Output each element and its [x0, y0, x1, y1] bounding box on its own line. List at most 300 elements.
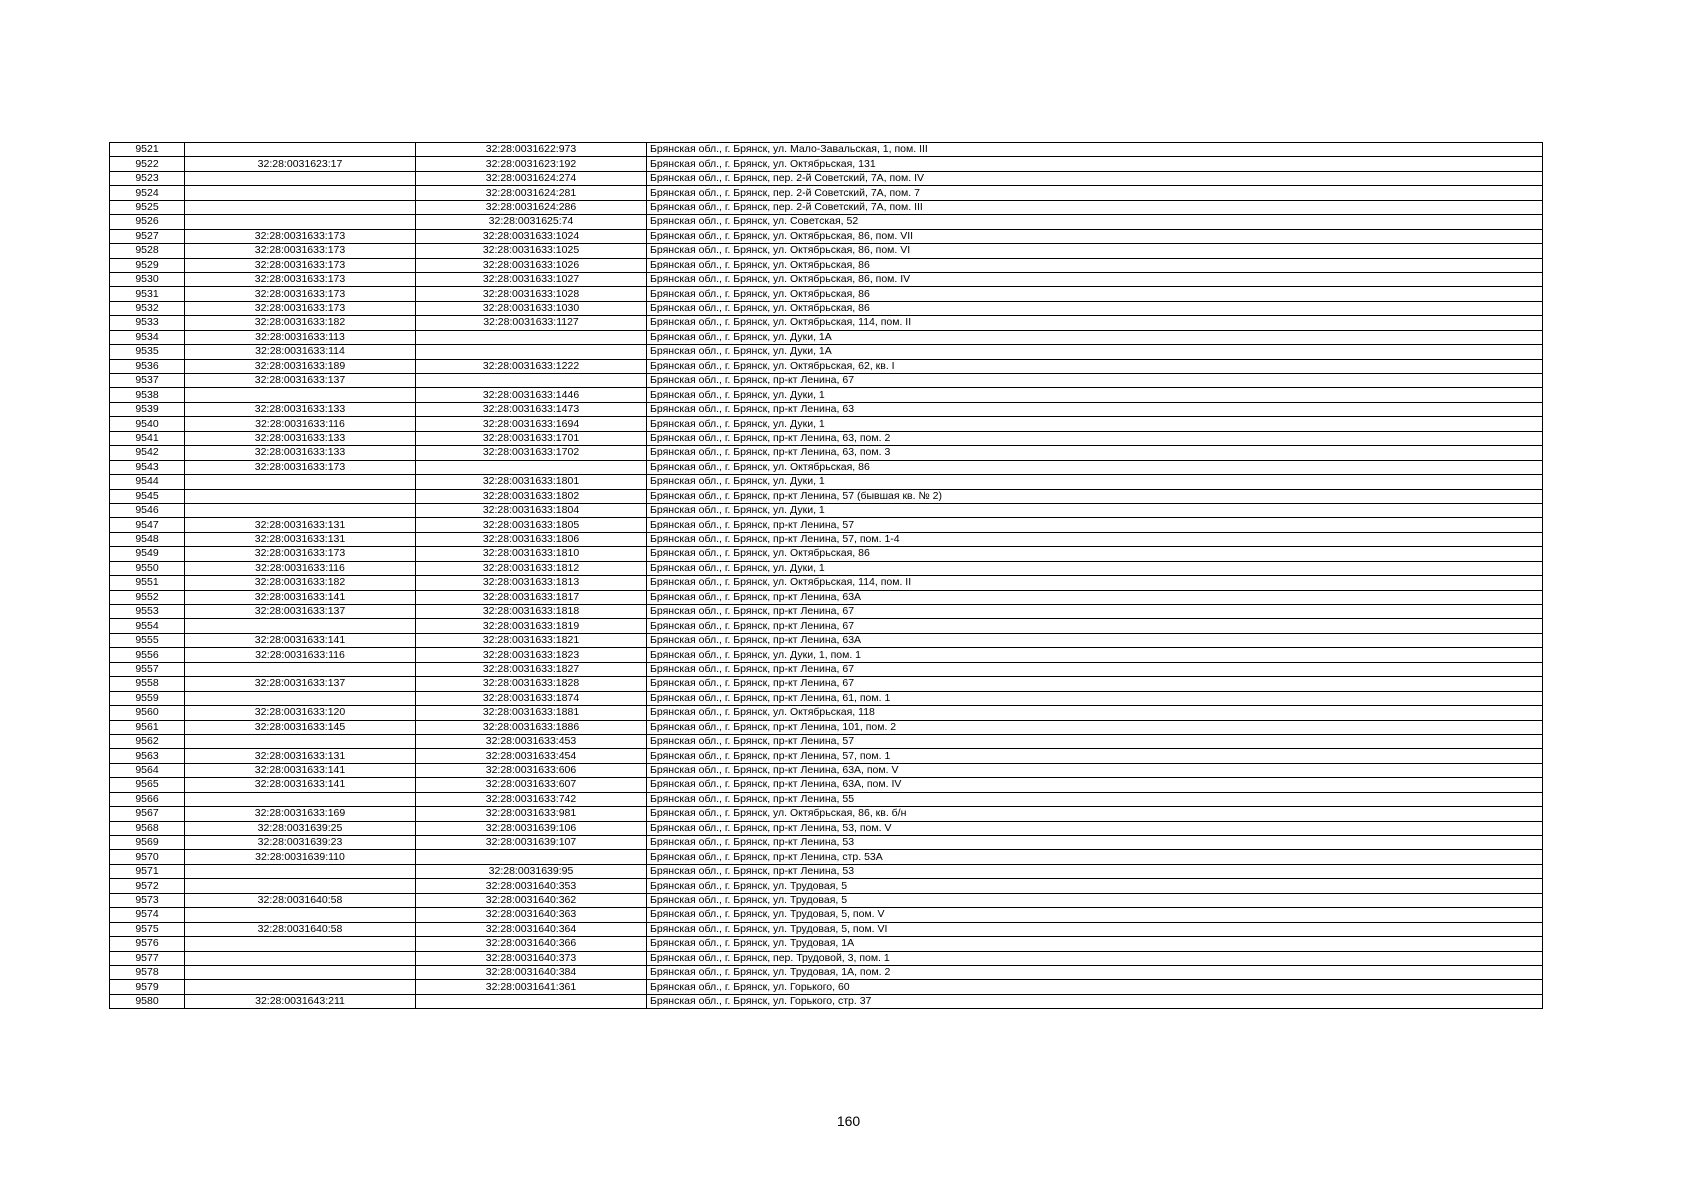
- parent-cadastral-number-cell: 32:28:0031633:189: [185, 359, 416, 373]
- parent-cadastral-number-cell: 32:28:0031633:113: [185, 330, 416, 344]
- address-cell: Брянская обл., г. Брянск, пр-кт Ленина, 63: [647, 402, 1543, 416]
- address-cell: Брянская обл., г. Брянск, пр-кт Ленина, 63, пом. 2: [647, 431, 1543, 445]
- row-number-cell: 9579: [110, 980, 185, 994]
- cadastral-number-cell: 32:28:0031640:364: [416, 922, 647, 936]
- cadastral-number-cell: 32:28:0031633:1024: [416, 229, 647, 243]
- address-cell: Брянская обл., г. Брянск, ул. Октябрьская, 86: [647, 547, 1543, 561]
- registry-table: [109, 142, 1543, 1009]
- table-row: [110, 662, 1543, 676]
- address-cell: Брянская обл., г. Брянск, ул. Дуки, 1, пом. 1: [647, 648, 1543, 662]
- cadastral-number-cell: 32:28:0031633:1881: [416, 706, 647, 720]
- address-cell: Брянская обл., г. Брянск, ул. Октябрьская, 62, кв. I: [647, 359, 1543, 373]
- row-number-cell: 9541: [110, 431, 185, 445]
- table-row: [110, 821, 1543, 835]
- row-number-cell: 9571: [110, 864, 185, 878]
- table-row: [110, 706, 1543, 720]
- cadastral-number-cell: 32:28:0031633:1026: [416, 258, 647, 272]
- parent-cadastral-number-cell: [185, 965, 416, 979]
- row-number-cell: 9549: [110, 547, 185, 561]
- table-row: [110, 460, 1543, 474]
- parent-cadastral-number-cell: [185, 908, 416, 922]
- parent-cadastral-number-cell: [185, 475, 416, 489]
- cadastral-number-cell: 32:28:0031633:1028: [416, 287, 647, 301]
- cadastral-number-cell: 32:28:0031633:606: [416, 763, 647, 777]
- row-number-cell: 9560: [110, 706, 185, 720]
- cadastral-number-cell: 32:28:0031625:74: [416, 215, 647, 229]
- table-row: [110, 359, 1543, 373]
- parent-cadastral-number-cell: 32:28:0031633:173: [185, 272, 416, 286]
- cadastral-number-cell: 32:28:0031633:742: [416, 792, 647, 806]
- parent-cadastral-number-cell: 32:28:0031633:131: [185, 518, 416, 532]
- table-row: [110, 157, 1543, 171]
- parent-cadastral-number-cell: 32:28:0031633:116: [185, 417, 416, 431]
- table-row: [110, 143, 1543, 157]
- table-row: [110, 272, 1543, 286]
- cadastral-number-cell: 32:28:0031633:1818: [416, 605, 647, 619]
- parent-cadastral-number-cell: [185, 937, 416, 951]
- parent-cadastral-number-cell: [185, 980, 416, 994]
- table-row: [110, 893, 1543, 907]
- row-number-cell: 9565: [110, 778, 185, 792]
- address-cell: Брянская обл., г. Брянск, ул. Октябрьская, 86: [647, 460, 1543, 474]
- parent-cadastral-number-cell: 32:28:0031633:137: [185, 374, 416, 388]
- row-number-cell: 9572: [110, 879, 185, 893]
- row-number-cell: 9535: [110, 345, 185, 359]
- address-cell: Брянская обл., г. Брянск, пер. 2-й Советский, 7А, пом. IV: [647, 171, 1543, 185]
- row-number-cell: 9551: [110, 576, 185, 590]
- row-number-cell: 9550: [110, 561, 185, 575]
- row-number-cell: 9559: [110, 691, 185, 705]
- table-row: [110, 532, 1543, 546]
- parent-cadastral-number-cell: 32:28:0031643:211: [185, 994, 416, 1008]
- cadastral-number-cell: 32:28:0031633:1801: [416, 475, 647, 489]
- parent-cadastral-number-cell: 32:28:0031639:25: [185, 821, 416, 835]
- row-number-cell: 9567: [110, 807, 185, 821]
- parent-cadastral-number-cell: [185, 734, 416, 748]
- table-row: [110, 763, 1543, 777]
- cadastral-number-cell: [416, 460, 647, 474]
- table-row: [110, 547, 1543, 561]
- row-number-cell: 9525: [110, 200, 185, 214]
- row-number-cell: 9575: [110, 922, 185, 936]
- cadastral-number-cell: 32:28:0031633:1473: [416, 402, 647, 416]
- address-cell: Брянская обл., г. Брянск, пр-кт Ленина, 67: [647, 619, 1543, 633]
- address-cell: Брянская обл., г. Брянск, ул. Трудовая, 5: [647, 879, 1543, 893]
- row-number-cell: 9556: [110, 648, 185, 662]
- row-number-cell: 9527: [110, 229, 185, 243]
- row-number-cell: 9566: [110, 792, 185, 806]
- table-row: [110, 576, 1543, 590]
- cadastral-number-cell: 32:28:0031633:1127: [416, 316, 647, 330]
- cadastral-number-cell: 32:28:0031633:1694: [416, 417, 647, 431]
- parent-cadastral-number-cell: 32:28:0031633:116: [185, 561, 416, 575]
- address-cell: Брянская обл., г. Брянск, пер. Трудовой, 3, пом. 1: [647, 951, 1543, 965]
- parent-cadastral-number-cell: [185, 619, 416, 633]
- cadastral-number-cell: 32:28:0031633:607: [416, 778, 647, 792]
- table-row: [110, 186, 1543, 200]
- address-cell: Брянская обл., г. Брянск, пр-кт Ленина, 67: [647, 677, 1543, 691]
- address-cell: Брянская обл., г. Брянск, пр-кт Ленина, 61, пом. 1: [647, 691, 1543, 705]
- parent-cadastral-number-cell: [185, 171, 416, 185]
- cadastral-number-cell: 32:28:0031633:1874: [416, 691, 647, 705]
- cadastral-number-cell: 32:28:0031624:281: [416, 186, 647, 200]
- row-number-cell: 9538: [110, 388, 185, 402]
- parent-cadastral-number-cell: 32:28:0031633:137: [185, 677, 416, 691]
- address-cell: Брянская обл., г. Брянск, пр-кт Ленина, 101, пом. 2: [647, 720, 1543, 734]
- row-number-cell: 9547: [110, 518, 185, 532]
- parent-cadastral-number-cell: [185, 864, 416, 878]
- address-cell: Брянская обл., г. Брянск, пр-кт Ленина, 53: [647, 864, 1543, 878]
- table-row: [110, 417, 1543, 431]
- table-row: [110, 619, 1543, 633]
- address-cell: Брянская обл., г. Брянск, пр-кт Ленина, 57: [647, 518, 1543, 532]
- parent-cadastral-number-cell: [185, 879, 416, 893]
- address-cell: Брянская обл., г. Брянск, пр-кт Ленина, 63А: [647, 633, 1543, 647]
- parent-cadastral-number-cell: [185, 143, 416, 157]
- address-cell: Брянская обл., г. Брянск, ул. Дуки, 1: [647, 417, 1543, 431]
- table-row: [110, 807, 1543, 821]
- cadastral-number-cell: 32:28:0031633:1817: [416, 590, 647, 604]
- table-row: [110, 330, 1543, 344]
- table-row: [110, 648, 1543, 662]
- address-cell: Брянская обл., г. Брянск, пр-кт Ленина, 57 (бывшая кв. № 2): [647, 489, 1543, 503]
- cadastral-number-cell: 32:28:0031633:454: [416, 749, 647, 763]
- table-row: [110, 258, 1543, 272]
- parent-cadastral-number-cell: 32:28:0031633:137: [185, 605, 416, 619]
- row-number-cell: 9539: [110, 402, 185, 416]
- table-row: [110, 287, 1543, 301]
- address-cell: Брянская обл., г. Брянск, ул. Дуки, 1А: [647, 330, 1543, 344]
- parent-cadastral-number-cell: 32:28:0031633:131: [185, 749, 416, 763]
- address-cell: Брянская обл., г. Брянск, ул. Дуки, 1: [647, 561, 1543, 575]
- table-row: [110, 850, 1543, 864]
- cadastral-number-cell: 32:28:0031633:1025: [416, 244, 647, 258]
- row-number-cell: 9580: [110, 994, 185, 1008]
- table-row: [110, 605, 1543, 619]
- row-number-cell: 9537: [110, 374, 185, 388]
- cadastral-number-cell: 32:28:0031633:1828: [416, 677, 647, 691]
- address-cell: Брянская обл., г. Брянск, пр-кт Ленина, 67: [647, 662, 1543, 676]
- row-number-cell: 9532: [110, 301, 185, 315]
- address-cell: Брянская обл., г. Брянск, пр-кт Ленина, 63А, пом. IV: [647, 778, 1543, 792]
- registry-table-body: [110, 143, 1543, 1009]
- table-row: [110, 316, 1543, 330]
- address-cell: Брянская обл., г. Брянск, ул. Дуки, 1: [647, 475, 1543, 489]
- address-cell: Брянская обл., г. Брянск, ул. Дуки, 1: [647, 388, 1543, 402]
- table-row: [110, 475, 1543, 489]
- row-number-cell: 9568: [110, 821, 185, 835]
- table-row: [110, 951, 1543, 965]
- parent-cadastral-number-cell: 32:28:0031633:173: [185, 244, 416, 258]
- row-number-cell: 9540: [110, 417, 185, 431]
- table-row: [110, 345, 1543, 359]
- table-row: [110, 734, 1543, 748]
- address-cell: Брянская обл., г. Брянск, ул. Трудовая, 5: [647, 893, 1543, 907]
- cadastral-number-cell: 32:28:0031633:1812: [416, 561, 647, 575]
- cadastral-number-cell: [416, 374, 647, 388]
- address-cell: Брянская обл., г. Брянск, пр-кт Ленина, 67: [647, 605, 1543, 619]
- table-row: [110, 994, 1543, 1008]
- table-row: [110, 229, 1543, 243]
- address-cell: Брянская обл., г. Брянск, ул. Советская, 52: [647, 215, 1543, 229]
- cadastral-number-cell: [416, 330, 647, 344]
- cadastral-number-cell: 32:28:0031633:1222: [416, 359, 647, 373]
- cadastral-number-cell: 32:28:0031639:107: [416, 836, 647, 850]
- table-row: [110, 792, 1543, 806]
- row-number-cell: 9564: [110, 763, 185, 777]
- cadastral-number-cell: [416, 994, 647, 1008]
- address-cell: Брянская обл., г. Брянск, ул. Трудовая, 5, пом. VI: [647, 922, 1543, 936]
- cadastral-number-cell: 32:28:0031633:1027: [416, 272, 647, 286]
- parent-cadastral-number-cell: 32:28:0031623:17: [185, 157, 416, 171]
- parent-cadastral-number-cell: 32:28:0031633:116: [185, 648, 416, 662]
- parent-cadastral-number-cell: 32:28:0031639:23: [185, 836, 416, 850]
- cadastral-number-cell: 32:28:0031633:1805: [416, 518, 647, 532]
- cadastral-number-cell: 32:28:0031633:1030: [416, 301, 647, 315]
- table-row: [110, 864, 1543, 878]
- cadastral-number-cell: 32:28:0031641:361: [416, 980, 647, 994]
- address-cell: Брянская обл., г. Брянск, пр-кт Ленина, стр. 53А: [647, 850, 1543, 864]
- parent-cadastral-number-cell: [185, 200, 416, 214]
- row-number-cell: 9546: [110, 503, 185, 517]
- row-number-cell: 9554: [110, 619, 185, 633]
- cadastral-number-cell: 32:28:0031633:1821: [416, 633, 647, 647]
- table-row: [110, 778, 1543, 792]
- row-number-cell: 9563: [110, 749, 185, 763]
- table-row: [110, 965, 1543, 979]
- parent-cadastral-number-cell: [185, 489, 416, 503]
- table-row: [110, 922, 1543, 936]
- address-cell: Брянская обл., г. Брянск, пр-кт Ленина, 63А, пом. V: [647, 763, 1543, 777]
- parent-cadastral-number-cell: 32:28:0031633:182: [185, 576, 416, 590]
- row-number-cell: 9526: [110, 215, 185, 229]
- table-row: [110, 836, 1543, 850]
- row-number-cell: 9522: [110, 157, 185, 171]
- address-cell: Брянская обл., г. Брянск, пр-кт Ленина, 57, пом. 1: [647, 749, 1543, 763]
- cadastral-number-cell: 32:28:0031622:973: [416, 143, 647, 157]
- parent-cadastral-number-cell: 32:28:0031640:58: [185, 893, 416, 907]
- address-cell: Брянская обл., г. Брянск, ул. Октябрьская, 114, пом. II: [647, 316, 1543, 330]
- cadastral-number-cell: 32:28:0031633:1701: [416, 431, 647, 445]
- parent-cadastral-number-cell: 32:28:0031633:173: [185, 229, 416, 243]
- cadastral-number-cell: [416, 345, 647, 359]
- table-row: [110, 503, 1543, 517]
- row-number-cell: 9542: [110, 446, 185, 460]
- row-number-cell: 9536: [110, 359, 185, 373]
- cadastral-number-cell: 32:28:0031633:453: [416, 734, 647, 748]
- row-number-cell: 9576: [110, 937, 185, 951]
- table-row: [110, 518, 1543, 532]
- cadastral-number-cell: 32:28:0031640:373: [416, 951, 647, 965]
- address-cell: Брянская обл., г. Брянск, ул. Дуки, 1А: [647, 345, 1543, 359]
- table-row: [110, 489, 1543, 503]
- parent-cadastral-number-cell: 32:28:0031633:173: [185, 460, 416, 474]
- address-cell: Брянская обл., г. Брянск, ул. Октябрьская, 86: [647, 301, 1543, 315]
- table-row: [110, 446, 1543, 460]
- parent-cadastral-number-cell: [185, 503, 416, 517]
- cadastral-number-cell: 32:28:0031633:1886: [416, 720, 647, 734]
- address-cell: Брянская обл., г. Брянск, ул. Октябрьская, 86: [647, 287, 1543, 301]
- parent-cadastral-number-cell: 32:28:0031633:133: [185, 431, 416, 445]
- table-row: [110, 908, 1543, 922]
- row-number-cell: 9552: [110, 590, 185, 604]
- cadastral-number-cell: 32:28:0031639:106: [416, 821, 647, 835]
- parent-cadastral-number-cell: 32:28:0031633:141: [185, 590, 416, 604]
- row-number-cell: 9528: [110, 244, 185, 258]
- row-number-cell: 9569: [110, 836, 185, 850]
- address-cell: Брянская обл., г. Брянск, ул. Трудовая, 5, пом. V: [647, 908, 1543, 922]
- address-cell: Брянская обл., г. Брянск, ул. Октябрьская, 86, кв. б/н: [647, 807, 1543, 821]
- cadastral-number-cell: [416, 850, 647, 864]
- cadastral-number-cell: 32:28:0031640:362: [416, 893, 647, 907]
- table-row: [110, 171, 1543, 185]
- address-cell: Брянская обл., г. Брянск, ул. Октябрьская, 114, пом. II: [647, 576, 1543, 590]
- cadastral-number-cell: 32:28:0031640:353: [416, 879, 647, 893]
- parent-cadastral-number-cell: 32:28:0031633:173: [185, 287, 416, 301]
- parent-cadastral-number-cell: [185, 388, 416, 402]
- cadastral-number-cell: 32:28:0031633:1806: [416, 532, 647, 546]
- parent-cadastral-number-cell: 32:28:0031633:133: [185, 402, 416, 416]
- parent-cadastral-number-cell: [185, 215, 416, 229]
- parent-cadastral-number-cell: 32:28:0031640:58: [185, 922, 416, 936]
- address-cell: Брянская обл., г. Брянск, пр-кт Ленина, 53, пом. V: [647, 821, 1543, 835]
- row-number-cell: 9521: [110, 143, 185, 157]
- row-number-cell: 9529: [110, 258, 185, 272]
- row-number-cell: 9545: [110, 489, 185, 503]
- table-row: [110, 720, 1543, 734]
- row-number-cell: 9534: [110, 330, 185, 344]
- address-cell: Брянская обл., г. Брянск, ул. Октябрьская, 86, пом. VII: [647, 229, 1543, 243]
- row-number-cell: 9573: [110, 893, 185, 907]
- address-cell: Брянская обл., г. Брянск, ул. Октябрьская, 118: [647, 706, 1543, 720]
- table-row: [110, 561, 1543, 575]
- cadastral-number-cell: 32:28:0031624:274: [416, 171, 647, 185]
- cadastral-number-cell: 32:28:0031633:1827: [416, 662, 647, 676]
- table-row: [110, 980, 1543, 994]
- address-cell: Брянская обл., г. Брянск, пр-кт Ленина, 53: [647, 836, 1543, 850]
- page-number: 160: [836, 1113, 861, 1129]
- address-cell: Брянская обл., г. Брянск, ул. Трудовая, 1А: [647, 937, 1543, 951]
- parent-cadastral-number-cell: [185, 792, 416, 806]
- parent-cadastral-number-cell: 32:28:0031633:141: [185, 633, 416, 647]
- row-number-cell: 9570: [110, 850, 185, 864]
- row-number-cell: 9577: [110, 951, 185, 965]
- table-row: [110, 402, 1543, 416]
- address-cell: Брянская обл., г. Брянск, пер. 2-й Советский, 7А, пом. III: [647, 200, 1543, 214]
- parent-cadastral-number-cell: [185, 951, 416, 965]
- cadastral-number-cell: 32:28:0031640:363: [416, 908, 647, 922]
- parent-cadastral-number-cell: [185, 662, 416, 676]
- parent-cadastral-number-cell: 32:28:0031633:173: [185, 258, 416, 272]
- row-number-cell: 9531: [110, 287, 185, 301]
- parent-cadastral-number-cell: 32:28:0031633:173: [185, 301, 416, 315]
- parent-cadastral-number-cell: 32:28:0031633:133: [185, 446, 416, 460]
- parent-cadastral-number-cell: 32:28:0031633:182: [185, 316, 416, 330]
- table-row: [110, 388, 1543, 402]
- cadastral-number-cell: 32:28:0031633:1802: [416, 489, 647, 503]
- address-cell: Брянская обл., г. Брянск, пр-кт Ленина, 57, пом. 1-4: [647, 532, 1543, 546]
- row-number-cell: 9555: [110, 633, 185, 647]
- cadastral-number-cell: 32:28:0031633:1813: [416, 576, 647, 590]
- address-cell: Брянская обл., г. Брянск, ул. Горького, 60: [647, 980, 1543, 994]
- parent-cadastral-number-cell: 32:28:0031633:145: [185, 720, 416, 734]
- cadastral-number-cell: 32:28:0031633:1702: [416, 446, 647, 460]
- cadastral-number-cell: 32:28:0031624:286: [416, 200, 647, 214]
- row-number-cell: 9561: [110, 720, 185, 734]
- parent-cadastral-number-cell: 32:28:0031633:141: [185, 763, 416, 777]
- parent-cadastral-number-cell: 32:28:0031639:110: [185, 850, 416, 864]
- cadastral-number-cell: 32:28:0031633:1446: [416, 388, 647, 402]
- row-number-cell: 9557: [110, 662, 185, 676]
- cadastral-number-cell: 32:28:0031640:366: [416, 937, 647, 951]
- table-row: [110, 244, 1543, 258]
- row-number-cell: 9530: [110, 272, 185, 286]
- row-number-cell: 9533: [110, 316, 185, 330]
- parent-cadastral-number-cell: 32:28:0031633:120: [185, 706, 416, 720]
- cadastral-number-cell: 32:28:0031623:192: [416, 157, 647, 171]
- address-cell: Брянская обл., г. Брянск, пр-кт Ленина, 67: [647, 374, 1543, 388]
- parent-cadastral-number-cell: 32:28:0031633:131: [185, 532, 416, 546]
- row-number-cell: 9524: [110, 186, 185, 200]
- row-number-cell: 9543: [110, 460, 185, 474]
- row-number-cell: 9553: [110, 605, 185, 619]
- table-row: [110, 590, 1543, 604]
- parent-cadastral-number-cell: 32:28:0031633:114: [185, 345, 416, 359]
- address-cell: Брянская обл., г. Брянск, ул. Октябрьская, 86, пом. IV: [647, 272, 1543, 286]
- row-number-cell: 9558: [110, 677, 185, 691]
- table-row: [110, 431, 1543, 445]
- cadastral-number-cell: 32:28:0031633:981: [416, 807, 647, 821]
- row-number-cell: 9574: [110, 908, 185, 922]
- row-number-cell: 9562: [110, 734, 185, 748]
- address-cell: Брянская обл., г. Брянск, пр-кт Ленина, 63, пом. 3: [647, 446, 1543, 460]
- address-cell: Брянская обл., г. Брянск, ул. Трудовая, 1А, пом. 2: [647, 965, 1543, 979]
- cadastral-number-cell: 32:28:0031633:1819: [416, 619, 647, 633]
- address-cell: Брянская обл., г. Брянск, ул. Октябрьская, 86: [647, 258, 1543, 272]
- row-number-cell: 9578: [110, 965, 185, 979]
- table-row: [110, 749, 1543, 763]
- table-row: [110, 301, 1543, 315]
- address-cell: Брянская обл., г. Брянск, ул. Горького, стр. 37: [647, 994, 1543, 1008]
- address-cell: Брянская обл., г. Брянск, пр-кт Ленина, 57: [647, 734, 1543, 748]
- cadastral-number-cell: 32:28:0031639:95: [416, 864, 647, 878]
- table-row: [110, 677, 1543, 691]
- row-number-cell: 9523: [110, 171, 185, 185]
- table-row: [110, 633, 1543, 647]
- table-row: [110, 937, 1543, 951]
- table-row: [110, 215, 1543, 229]
- address-cell: Брянская обл., г. Брянск, ул. Октябрьская, 131: [647, 157, 1543, 171]
- address-cell: Брянская обл., г. Брянск, пер. 2-й Советский, 7А, пом. 7: [647, 186, 1543, 200]
- table-row: [110, 879, 1543, 893]
- parent-cadastral-number-cell: [185, 186, 416, 200]
- parent-cadastral-number-cell: 32:28:0031633:169: [185, 807, 416, 821]
- address-cell: Брянская обл., г. Брянск, ул. Октябрьская, 86, пом. VI: [647, 244, 1543, 258]
- table-row: [110, 374, 1543, 388]
- address-cell: Брянская обл., г. Брянск, пр-кт Ленина, 63А: [647, 590, 1543, 604]
- cadastral-number-cell: 32:28:0031633:1810: [416, 547, 647, 561]
- cadastral-number-cell: 32:28:0031633:1823: [416, 648, 647, 662]
- row-number-cell: 9548: [110, 532, 185, 546]
- address-cell: Брянская обл., г. Брянск, ул. Дуки, 1: [647, 503, 1543, 517]
- address-cell: Брянская обл., г. Брянск, ул. Мало-Завальская, 1, пом. III: [647, 143, 1543, 157]
- table-row: [110, 691, 1543, 705]
- parent-cadastral-number-cell: 32:28:0031633:173: [185, 547, 416, 561]
- parent-cadastral-number-cell: 32:28:0031633:141: [185, 778, 416, 792]
- parent-cadastral-number-cell: [185, 691, 416, 705]
- cadastral-number-cell: 32:28:0031633:1804: [416, 503, 647, 517]
- row-number-cell: 9544: [110, 475, 185, 489]
